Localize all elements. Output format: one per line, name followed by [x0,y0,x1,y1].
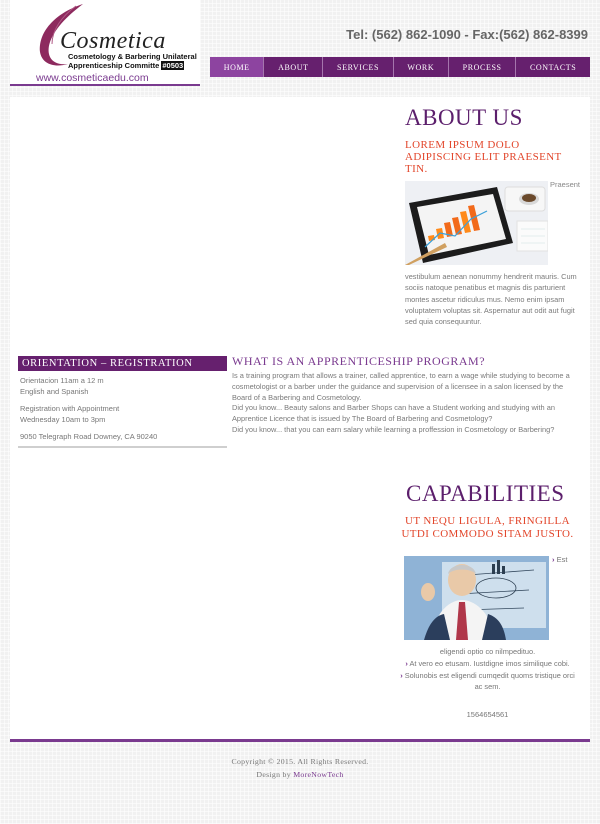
about-praesent-text: Praesent [550,180,581,189]
capabilities-number: 1564654561 [466,710,509,719]
orientation-header: ORIENTATION – REGISTRATION [18,356,227,371]
logo-url: www.cosmeticaedu.com [36,72,149,84]
apprenticeship-title: WHAT IS AN APPRENTICESHIP PROGRAM? [232,354,486,368]
nav-home[interactable]: HOME [210,57,264,77]
nav-about[interactable]: ABOUT [264,57,323,77]
nav-contacts[interactable]: CONTACTS [529,62,577,72]
nav-services[interactable]: SERVICES [323,57,393,77]
content-divider [10,739,590,742]
chevron-right-icon: › [552,555,555,564]
chevron-right-icon: › [405,658,408,668]
nav-process[interactable]: PROCESS [449,57,516,77]
apprenticeship-paragraph: Is a training program that allows a trainer, called apprentice, to earn a wage while studying to become a cosmetologist or a barber under the guidance and supervision of a licensee in a salon licensed by the Board of a Barbering and Cosmetology. [232,371,570,402]
tablet-chart-image [405,181,548,265]
about-subtitle: LOREM IPSUM DOLO ADIPISCING ELIT PRAESENT TIN. [405,139,562,175]
logo-committee-text: Apprenticeship Committe [68,61,160,70]
capabilities-title: CAPABILITIES [406,481,565,506]
registration-appointment: Registration with Appointment [20,404,120,413]
about-title: ABOUT US [405,105,523,130]
orientation-languages: English and Spanish [20,387,89,396]
apprenticeship-paragraph: Did you know... that you can earn salary while learning a proffession in Cosmetology or Barbering? [232,424,555,434]
logo-text: Cosmetica [60,28,166,54]
capability-item-text: At vero eo etusam. Iustdigne imos similique cobi. [409,658,570,668]
businessman-image [404,556,549,640]
logo-subtitle-line2 [68,61,184,70]
footer-design-by [0,770,600,779]
about-body-text: vestibulum aenean nonummy hendrerit mauris. Cum sociis natoque penatibus et magnis dis parturient montes ascetur ridiculus mus. Nemo enim ipsam voluptatem voluptas sit. Aspernatur aut odit aut fugit sed quia consequuntur. [405,272,577,327]
apprenticeship-paragraph: Did you know... Beauty salons and Barber Shops can have a Student working and studying with an Apprentice Licence that is issued by The Board of Barbering and Cosmetology? [232,403,555,424]
capabilities-est-text [552,555,567,564]
apprenticeship-body [232,371,582,436]
capability-item-text: eligendi optio co nilmpedituo. [439,647,536,656]
nav-work[interactable]: WORK [394,57,449,77]
chevron-right-icon: › [400,670,403,680]
logo[interactable] [10,0,200,86]
orientation-time: Orientacion 11am a 12 m [20,376,104,385]
capability-item [400,670,575,694]
capability-item-text: Solunobis est eligendi cumqedit quoms tristique orci ac sem. [404,670,575,692]
capabilities-est-label: Est [556,555,568,564]
capabilities-list [400,646,575,693]
capability-item [400,658,575,670]
contact-phone-fax: Tel: (562) 862-1090 - Fax:(562) 862-8399 [346,27,588,42]
capabilities-subtitle: UT NEQU LIGULA, FRINGILLA UTDI COMMODO SITAM JUSTO. [401,515,574,540]
registration-hours: Wednesday 10am to 3pm [20,415,106,424]
capability-item [400,646,575,658]
logo-id-badge: #0503 [162,61,184,70]
footer-design-label: Design by [256,770,294,779]
logo-subtitle-line1: Cosmetology & Barbering Unilateral [68,52,197,61]
main-nav [210,57,590,77]
address-text: 9050 Telegraph Road Downey, CA 90240 [20,432,158,441]
footer-copyright: Copyright © 2015. All Rights Reserved. [231,757,369,766]
designer-link[interactable]: MoreNowTech [293,770,344,779]
